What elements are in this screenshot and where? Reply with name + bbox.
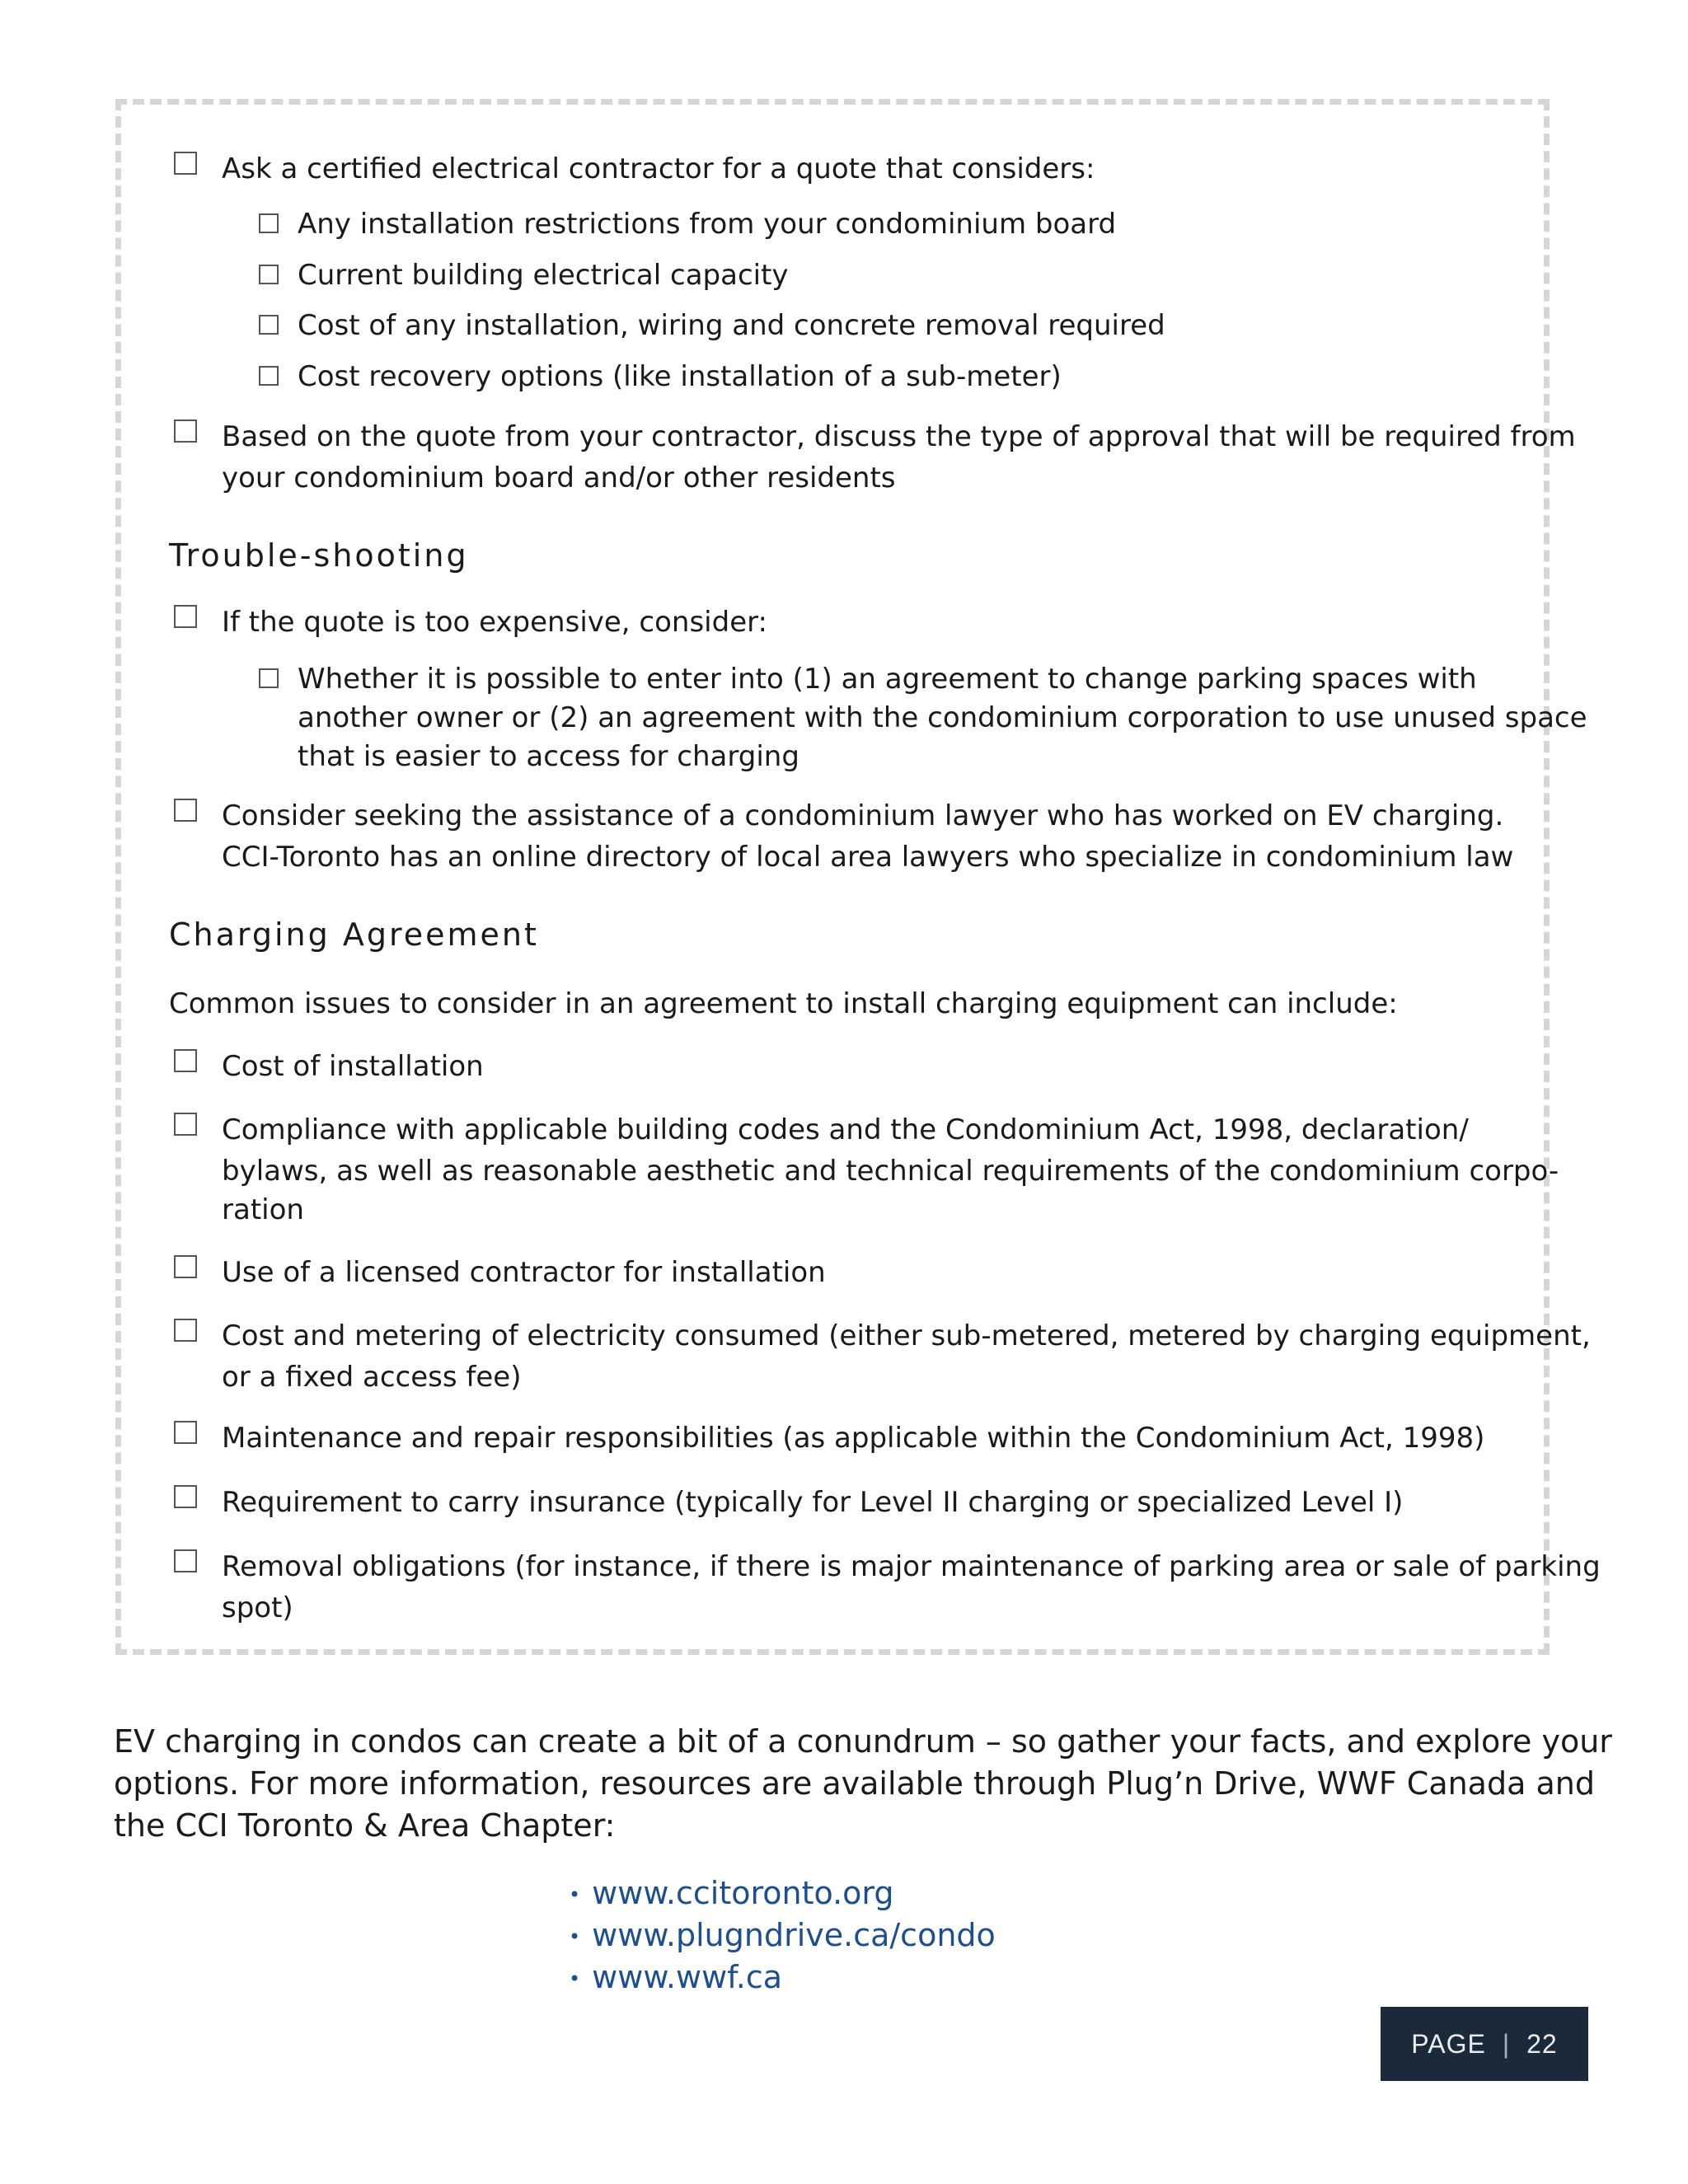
item-metering-line1: Cost and metering of electricity consumed (either sub-metered, metered by charging equipment, — [222, 1319, 1591, 1352]
item-compliance-line1: Compliance with applicable building codes and the Condominium Act, 1998, declaration/ — [222, 1113, 1469, 1146]
checkbox-sub-4[interactable] — [259, 366, 279, 386]
checkbox-whether[interactable] — [259, 668, 279, 688]
checkbox-cost-installation[interactable] — [174, 1049, 197, 1072]
item-cost-installation: Cost of installation — [222, 1050, 484, 1083]
link-text[interactable]: www.wwf.ca — [592, 1959, 783, 1995]
checkbox-too-expensive[interactable] — [174, 605, 197, 628]
item-whether-line2: another owner or (2) an agreement with the condominium corporation to use unused space — [298, 701, 1587, 734]
checkbox-insurance[interactable] — [174, 1485, 197, 1508]
item-ask-contractor: Ask a certified electrical contractor for a quote that considers: — [222, 152, 1095, 185]
page-separator: | — [1502, 2028, 1511, 2059]
item-removal-line1: Removal obligations (for instance, if there is major maintenance of parking area or sale of parking — [222, 1550, 1601, 1583]
link-text[interactable]: www.ccitoronto.org — [592, 1875, 894, 1911]
link-ccitoronto[interactable] — [569, 1872, 893, 1916]
agreement-intro: Common issues to consider in an agreement to install charging equipment can include: — [169, 987, 1398, 1020]
footer-text-line2: options. For more information, resources are available through Plug’n Drive, WWF Canada and — [114, 1765, 1595, 1802]
page-number-badge — [1381, 2007, 1588, 2081]
checkbox-sub-2[interactable] — [259, 265, 279, 284]
checkbox-removal[interactable] — [174, 1549, 197, 1572]
item-compliance-line2: bylaws, as well as reasonable aesthetic and technical requirements of the condominium corpo- — [222, 1155, 1559, 1188]
checkbox-based-on-quote[interactable] — [174, 419, 197, 443]
checkbox-metering[interactable] — [174, 1319, 197, 1342]
item-removal-line2: spot) — [222, 1591, 293, 1624]
sub-item: Any installation restrictions from your condominium board — [298, 208, 1117, 241]
heading-troubleshooting: Trouble-shooting — [169, 537, 469, 574]
sub-item: Current building electrical capacity — [298, 259, 789, 292]
checkbox-maintenance[interactable] — [174, 1421, 197, 1444]
checkbox-ask-contractor[interactable] — [174, 152, 197, 175]
bullet-icon: • — [569, 1967, 581, 1990]
page-label: PAGE — [1411, 2028, 1486, 2059]
item-too-expensive: If the quote is too expensive, consider: — [222, 606, 767, 639]
item-whether-line1: Whether it is possible to enter into (1) an agreement to change parking spaces with — [298, 663, 1477, 696]
link-wwf[interactable] — [569, 1957, 782, 2000]
checkbox-lawyer[interactable] — [174, 799, 197, 822]
bullet-icon: • — [569, 1925, 581, 1948]
link-text[interactable]: www.plugndrive.ca/condo — [592, 1917, 996, 1953]
item-based-on-quote-line2: your condominium board and/or other residents — [222, 462, 896, 494]
sub-item: Cost recovery options (like installation of a sub-meter) — [298, 360, 1062, 393]
checkbox-compliance[interactable] — [174, 1113, 197, 1136]
footer-text-line3: the CCI Toronto & Area Chapter: — [114, 1807, 616, 1844]
item-lawyer-line1: Consider seeking the assistance of a condominium lawyer who has worked on EV charging. — [222, 799, 1504, 832]
link-plugndrive[interactable] — [569, 1915, 996, 1958]
bullet-icon: • — [569, 1883, 581, 1906]
item-licensed: Use of a licensed contractor for installation — [222, 1256, 826, 1289]
sub-item: Cost of any installation, wiring and concrete removal required — [298, 309, 1165, 342]
checkbox-sub-3[interactable] — [259, 315, 279, 335]
heading-charging-agreement: Charging Agreement — [169, 916, 539, 953]
footer-text-line1: EV charging in condos can create a bit of a conundrum – so gather your facts, and explore your — [114, 1723, 1612, 1760]
item-whether-line3: that is easier to access for charging — [298, 740, 799, 773]
item-maintenance: Maintenance and repair responsibilities (as applicable within the Condominium Act, 1998) — [222, 1422, 1485, 1455]
item-compliance-line3: ration — [222, 1193, 304, 1226]
checkbox-sub-1[interactable] — [259, 213, 279, 233]
item-lawyer-line2: CCI-Toronto has an online directory of local area lawyers who specialize in condominium law — [222, 841, 1514, 874]
item-metering-line2: or a fixed access fee) — [222, 1361, 522, 1394]
item-based-on-quote-line1: Based on the quote from your contractor, discuss the type of approval that will be required from — [222, 420, 1576, 453]
page-number: 22 — [1526, 2028, 1558, 2059]
checkbox-licensed[interactable] — [174, 1255, 197, 1278]
item-insurance: Requirement to carry insurance (typically for Level II charging or specialized Level I) — [222, 1486, 1404, 1519]
